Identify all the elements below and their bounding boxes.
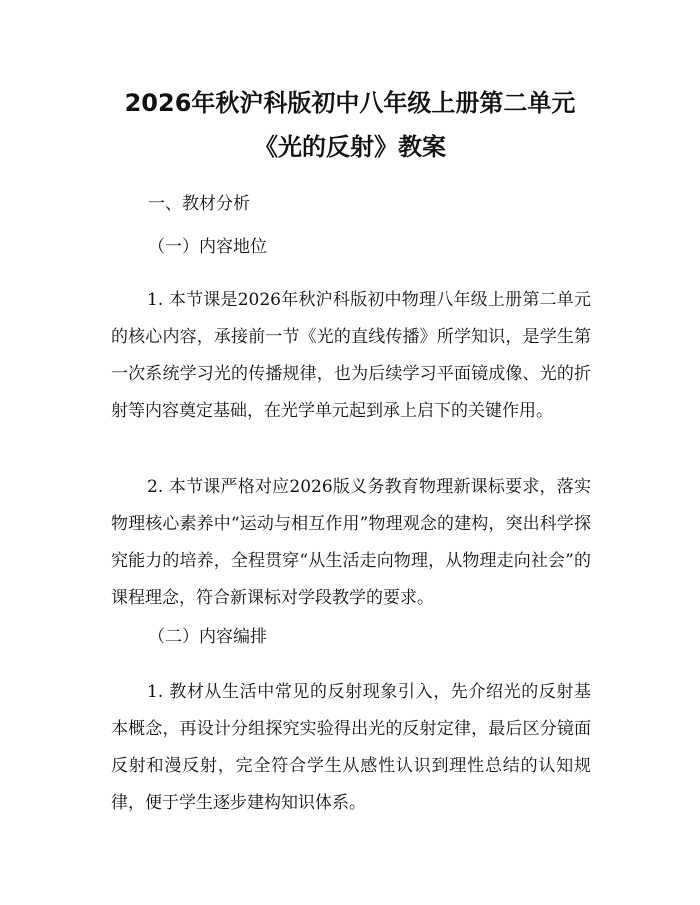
- paragraph-content-position-2: 2. 本节课严格对应2026版义务教育物理新课标要求，落实物理核心素养中“运动与相互作用”物理观念的建构，突出科学探究能力的培养，全程贯穿“从生活走向物理，从物理走向社会”的课程理念，符合新课标对学段教学的要求。: [111, 477, 591, 608]
- subsection-heading-content-arrangement: （二）内容编排: [148, 627, 267, 647]
- document-title-line-2: 《光的反射》教案: [254, 133, 446, 161]
- document-title-line-1: 2026年秋沪科版初中八年级上册第二单元: [124, 89, 576, 117]
- paragraph-content-arrangement-1: 1. 教材从生活中常见的反射现象引入，先介绍光的反射基本概念，再设计分组探究实验得出光的反射定律，最后区分镜面反射和漫反射，完全符合学生从感性认识到理性总结的认知规律，便于学生逐步建构知识体系。: [111, 682, 591, 813]
- paragraph-content-position-1: 1. 本节课是2026年秋沪科版初中物理八年级上册第二单元的核心内容，承接前一节《光的直线传播》所学知识，是学生第一次系统学习光的传播规律，也为后续学习平面镜成像、光的折射等内容奠定基础，在光学单元起到承上启下的关键作用。: [111, 290, 591, 421]
- subsection-heading-content-position: （一）内容地位: [148, 237, 267, 257]
- section-heading-teaching-material-analysis: 一、教材分析: [148, 194, 250, 214]
